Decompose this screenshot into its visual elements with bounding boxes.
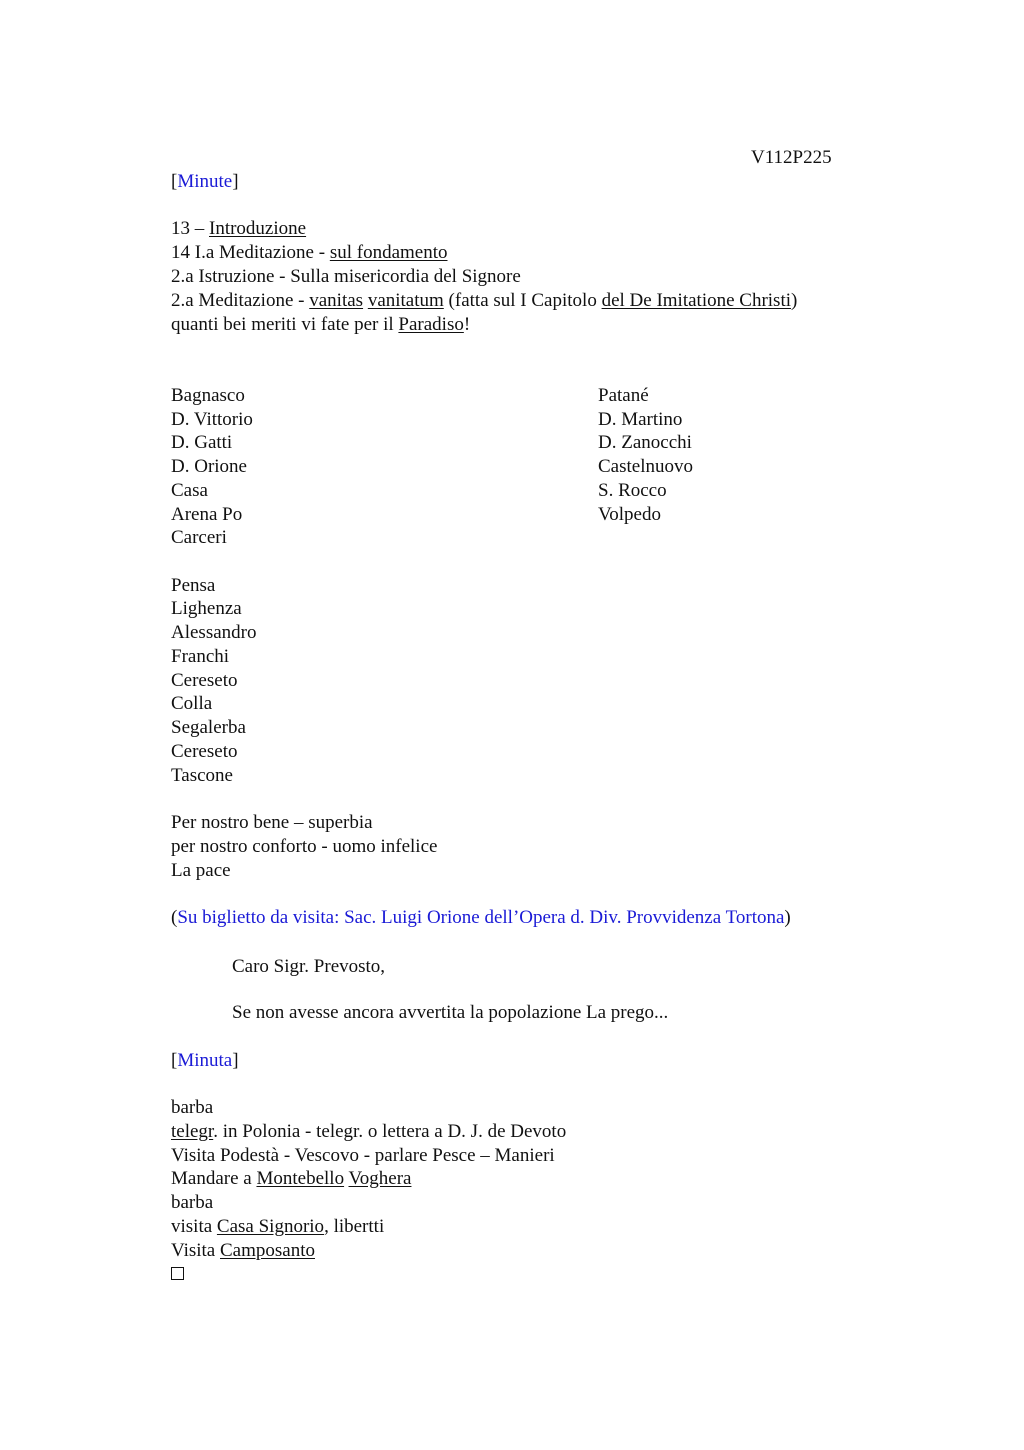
- agenda-line-3: 2.a Istruzione - Sulla misericordia del Signore: [171, 266, 521, 287]
- name-second: Cereseto: [171, 741, 238, 762]
- name-left: D. Vittorio: [171, 409, 253, 430]
- name-left: Bagnasco: [171, 385, 245, 406]
- name-left: Carceri: [171, 527, 227, 548]
- todo-line: Mandare a Montebello Voghera: [171, 1168, 412, 1189]
- name-second: Cereseto: [171, 670, 238, 691]
- name-second: Colla: [171, 693, 213, 714]
- name-second: Segalerba: [171, 717, 246, 738]
- note-line: Per nostro bene – superbia: [171, 812, 373, 833]
- agenda-line-1: 13 – Introduzione: [171, 218, 307, 239]
- agenda-line-2: 14 I.a Meditazione - sul fondamento: [171, 242, 448, 263]
- name-right: D. Zanocchi: [598, 432, 692, 453]
- todo-line: visita Casa Signorio, libertti: [171, 1216, 385, 1237]
- todo-line: telegr. in Polonia - telegr. o lettera a D. J. de Devoto: [171, 1121, 567, 1142]
- agenda-line-4: 2.a Meditazione - vanitas vanitatum (fatta sul I Capitolo del De Imitatione Christi): [171, 290, 798, 311]
- minuta-header: [Minuta]: [171, 1050, 239, 1071]
- name-second: Franchi: [171, 646, 230, 667]
- letter-greeting: Caro Sigr. Prevosto,: [232, 956, 386, 977]
- letter-body: Se non avesse ancora avvertita la popolazione La prego...: [232, 1002, 669, 1023]
- card-note: (Su biglietto da visita: Sac. Luigi Orione dell’Opera d. Div. Provvidenza Tortona): [171, 907, 791, 928]
- name-second: Alessandro: [171, 622, 257, 643]
- name-second: Tascone: [171, 765, 233, 786]
- name-left: D. Orione: [171, 456, 247, 477]
- name-right: S. Rocco: [598, 480, 667, 501]
- name-left: Casa: [171, 480, 208, 501]
- todo-line: Visita Camposanto: [171, 1240, 315, 1261]
- end-box-icon: [171, 1262, 184, 1286]
- note-line: per nostro conforto - uomo infelice: [171, 836, 438, 857]
- name-right: Volpedo: [598, 504, 661, 525]
- agenda-line-5: quanti bei meriti vi fate per il Paradiso!: [171, 314, 471, 335]
- todo-line: barba: [171, 1097, 214, 1118]
- todo-line: Visita Podestà - Vescovo - parlare Pesce – Manieri: [171, 1145, 555, 1166]
- note-line: La pace: [171, 860, 231, 881]
- name-second: Pensa: [171, 575, 216, 596]
- minute-header: [Minute]: [171, 171, 239, 192]
- name-right: D. Martino: [598, 409, 683, 430]
- todo-line: barba: [171, 1192, 214, 1213]
- name-left: Arena Po: [171, 504, 243, 525]
- name-left: D. Gatti: [171, 432, 233, 453]
- name-right: Castelnuovo: [598, 456, 693, 477]
- name-right: Patané: [598, 385, 649, 406]
- name-second: Lighenza: [171, 598, 242, 619]
- page-code: V112P225: [751, 147, 832, 168]
